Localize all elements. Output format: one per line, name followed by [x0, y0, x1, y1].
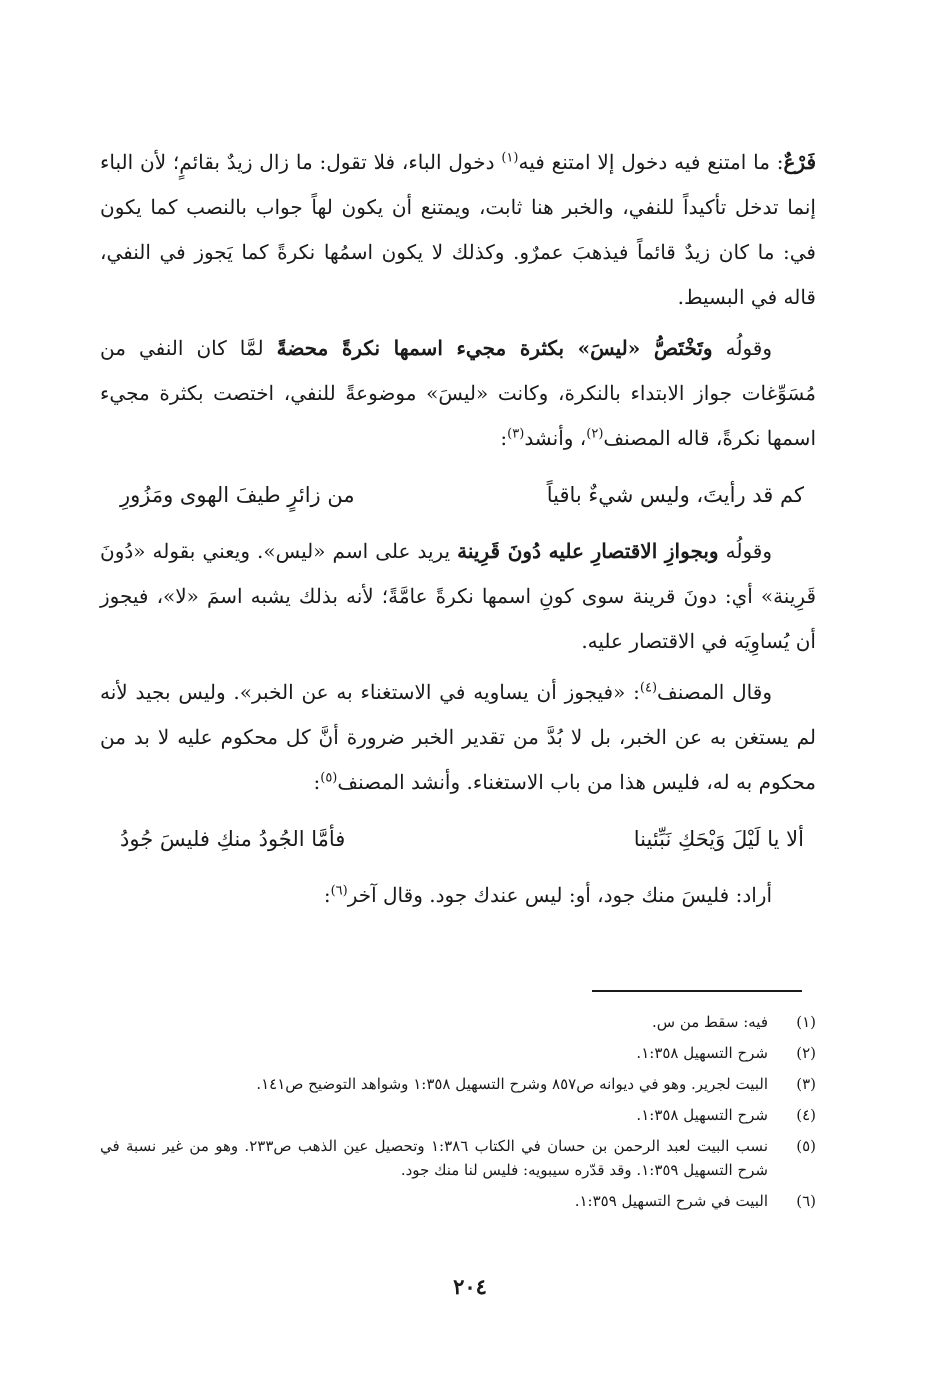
footnote-5: [100, 1134, 816, 1182]
footnote-number: (٢): [796, 1044, 816, 1062]
footnote-ref-1: (١): [501, 150, 519, 166]
footnote-text: البيت لجرير. وهو في ديوانه ص٨٥٧ وشرح التسهيل ١:٣٥٨ وشواهد التوضيح ص١٤١.: [256, 1075, 768, 1093]
footnote-ref-4: (٤): [639, 680, 658, 696]
paragraph-1: [100, 140, 816, 320]
footnotes: [100, 1010, 816, 1220]
paragraph-1-text-b: دخول الباء، فلا تقول: ما زال زيدٌ بقائمٍ؛ لأن الباء إنما تدخل تأكيداً للنفي، والخبر هنا ثابت، ويمتنع أن يكون لهاً جواب بالنصب كما يكون في: ما كان زيدٌ قائماً فيذهبَ عمرٌو. وكذلك لا يكون اسمُها نكرةً كما يَجوز في النفي، قاله في البسيط.: [100, 150, 816, 309]
paragraph-5: [100, 873, 816, 918]
footnote-3: [100, 1072, 816, 1096]
footnote-4: [100, 1103, 816, 1127]
paragraph-2-quoted-matn: وتَخْتَصُّ «ليسَ» بكثرة مجيء اسمها نكرةً محضةً: [276, 336, 713, 360]
footnote-text: البيت في شرح التسهيل ١:٣٥٩.: [574, 1192, 768, 1210]
footnote-separator: [592, 990, 802, 992]
main-text: [100, 140, 816, 918]
footnote-ref-5: (٥): [320, 770, 338, 786]
footnote-2: [100, 1041, 816, 1065]
footnote-1: [100, 1010, 816, 1034]
page-number: ٢٠٤: [453, 1274, 487, 1299]
paragraph-4: [100, 670, 816, 805]
verse-1: [120, 471, 804, 519]
verse-2: [120, 815, 804, 863]
paragraph-4-text-c: :: [313, 770, 321, 794]
paragraph-2-text-a: وقولُه: [712, 336, 772, 360]
footnote-number: (٥): [796, 1137, 816, 1155]
paragraph-2: [100, 326, 816, 461]
paragraph-4-text-a: وقال المصنف: [657, 680, 772, 704]
footnote-text: نسب البيت لعبد الرحمن بن حسان في الكتاب ١:٣٨٦ وتحصيل عين الذهب ص٢٣٣. وهو من غير نسبة في شرح التسهيل ١:٣٥٩. وقد قدّره سيبويه: فليس لنا منك جود.: [100, 1137, 768, 1179]
paragraph-3: [100, 529, 816, 664]
paragraph-2-text-c: ، وأنشد: [524, 426, 587, 450]
footnote-number: (٣): [796, 1075, 816, 1093]
paragraph-5-text-a: أراد: فليسَ منك جود، أو: ليس عندك جود. وقال آخر: [347, 883, 772, 907]
footnote-ref-6: (٦): [330, 883, 348, 899]
verse-2-second-hemistich: فأمَّا الجُودُ منكِ فليسَ جُودُ: [120, 827, 346, 851]
footnote-number: (١): [796, 1013, 816, 1031]
footnote-text: شرح التسهيل ١:٣٥٨.: [636, 1044, 768, 1062]
verse-2-first-hemistich: ألا يا لَيْلَ وَيْحَكِ نَبِّئينا: [633, 827, 804, 851]
section-heading-far: فَرْعٌ: [783, 150, 816, 174]
footnote-text: فيه: سقط من س.: [651, 1013, 768, 1031]
paragraph-1-text-a: : ما امتنع فيه دخول إلا امتنع فيه: [518, 150, 784, 174]
footnote-ref-2: (٢): [586, 426, 604, 442]
footnote-number: (٤): [796, 1106, 816, 1124]
footnote-text: شرح التسهيل ١:٣٥٨.: [636, 1106, 768, 1124]
verse-1-second-hemistich: من زائرٍ طيفَ الهوى ومَزُورِ: [120, 483, 355, 507]
paragraph-5-text-b: :: [323, 883, 331, 907]
verse-1-first-hemistich: كم قد رأيتَ، وليس شيءٌ باقياً: [546, 483, 804, 507]
paragraph-3-text-b: يريد على اسم «ليس». ويعني بقوله «دُونَ قَرِينة» أي: دونَ قرينة سوى كونِ اسمها نكرةً عامَّةً؛ لأنه بذلك يشبه اسمَ «لا»، فيجوز أن يُساوِيَه في الاقتصار عليه.: [100, 539, 816, 653]
paragraph-3-quoted-matn: وبجوازِ الاقتصارِ عليه دُونَ قَرِينة: [457, 539, 719, 563]
paragraph-3-text-a: وقولُه: [718, 539, 773, 563]
paragraph-2-text-d: :: [500, 426, 508, 450]
paragraph-2-text-b: لمَّا كان النفي من مُسَوِّغات جواز الابتداء بالنكرة، وكانت «ليسَ» موضوعةً للنفي، اختصت بكثرة مجيء اسمها نكرةً، قاله المصنف: [100, 336, 816, 450]
paragraph-4-text-b: : «فيجوز أن يساويه في الاستغناء به عن الخبر». وليس بجيد لأنه لم يستغن به عن الخبر، بل لا بُدَّ من تقدير الخبر ضرورة أنَّ كل محكوم عليه لا بد من محكوم به له، فليس هذا من باب الاستغناء. وأنشد المصنف: [100, 680, 816, 794]
footnote-6: [100, 1189, 816, 1213]
footnote-ref-3: (٣): [507, 426, 525, 442]
footnote-number: (٦): [796, 1192, 816, 1210]
